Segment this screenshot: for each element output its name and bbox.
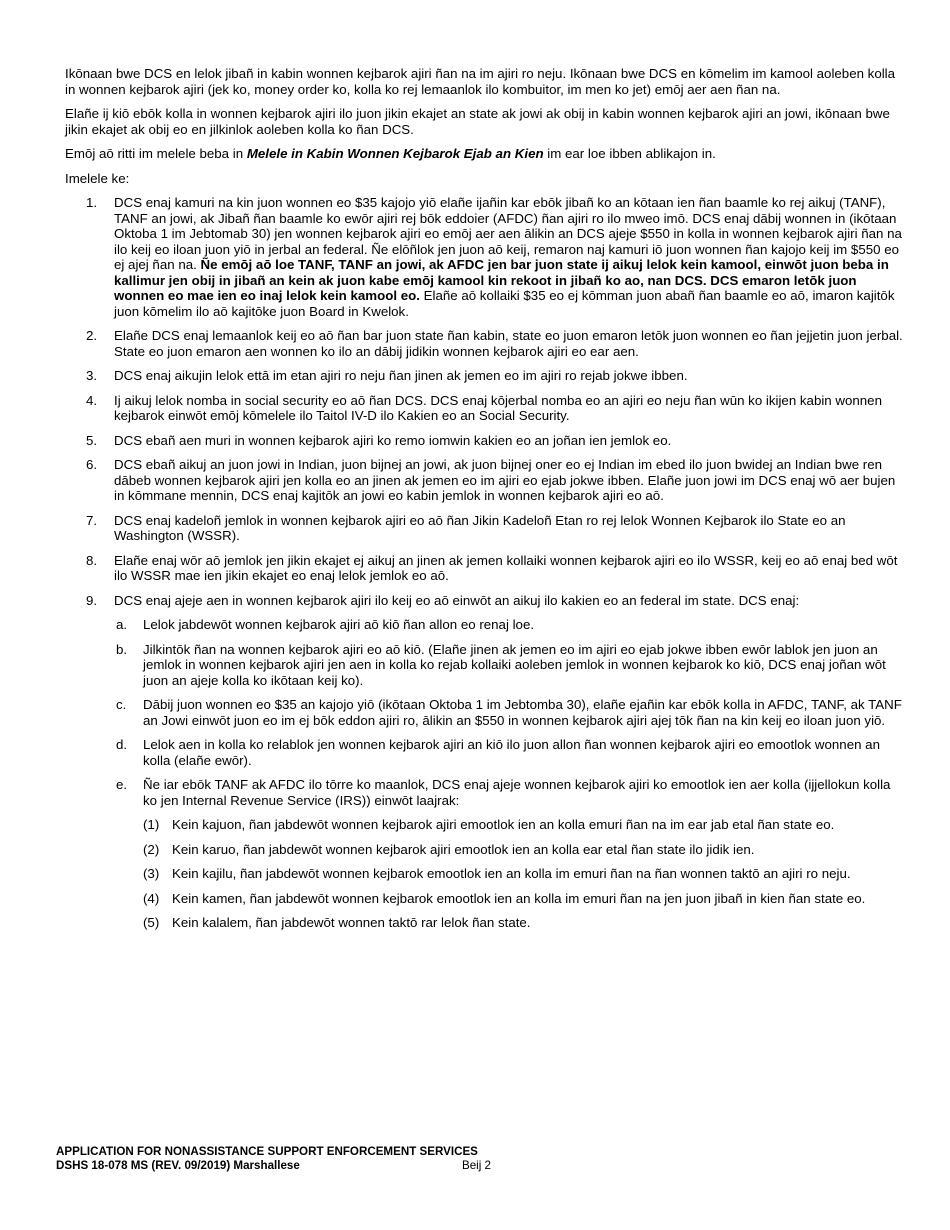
paragraph-2: Elañe ij kiō ebōk kolla in wonnen kejbarok ajiri ilo juon jikin ekajet an state ak jowi ak obij in kabin wonnen kejbarok ajiri an jowi, ikōnaan bwe jikin ekajet ak obij eo en jilkinlok aoleben kolla ko ñan DCS. [65,106,890,137]
sublist-item-e [65,777,907,808]
list-number: 6. [86,457,98,472]
subsublist-item-2 [65,842,907,858]
list-number: 4. [86,392,98,408]
list-text: DCS enaj kadeloñ jemlok in wonnen kejbarok ajiri eo aō ñan Jikin Kadeloñ Etan ro rej lelok Wonnen Kejbarok ilo State eo an Washington (WSSR). [114,512,846,543]
sublist-letter: b. [116,641,128,657]
paragraph-3 [65,146,907,162]
sublist-text: Dābij juon wonnen eo $35 an kajojo yiō (ikōtaan Oktoba 1 im Jebtomba 30), elañe ejañin kar ebōk kolla in AFDC, TANF, ak TANF an Jowi einwōt juon eo im ej bōk eddon ajiri ro, ālikin an $550 in wonnen kejbarok ajiri ajej tōk ñan na kin keij eo iloan juon yiō. [143,697,902,728]
sublist-text: Lelok aen in kolla ko relablok jen wonnen kejbarok ajiri an kiō ilo juon allon ñan wonnen kejbarok ajiri eo emootlok wonnen an kolla (elañe ewōr). [143,737,880,768]
list-number: 3. [86,368,98,383]
paragraph-4: Imelele ke: [65,170,130,186]
sublist-letter: e. [116,777,128,792]
list-text: DCS ebañ aikuj an juon jowi in Indian, juon bijnej an jowi, ak juon bijnej oner eo ej Indian im ebed ilo juon bwidej an Indian bwe ren dābeb wonnen kejbarok ajiri jen kolla eo an jinen ak jemen eo im ajiri eo ejab jokwe ibben. Elañe juon jowi im DCS enaj wō aer bujen in kōmmane mennin, DCS enaj kajitōk an jowi eo kabin jemlok in wonnen kejbarok ajiri eo aō. [114,457,896,503]
sublist-letter: a. [116,617,128,632]
list-item-3 [65,368,907,384]
sublist-item-a [65,617,907,633]
sublist-text: Lelok jabdewōt wonnen kejbarok ajiri aō kiō ñan allon eo renaj loe. [143,617,535,632]
footer-form-title: APPLICATION FOR NONASSISTANCE SUPPORT ENFORCEMENT SERVICES [56,1145,478,1158]
subsublist-item-1 [65,817,907,833]
subsublist-text: Kein karuo, ñan jabdewōt wonnen kejbarok ajiri emootlok ien an kolla ear etal ñan state ilo jidik ien. [172,841,755,857]
list-text-bold: Ñe emōj aō loe TANF, TANF an jowi, ak AFDC jen bar juon state ij aikuj lelok kein kamool, einwōt juon beba in kallimur jen obij in jibañ an kein ak juon kabe emōj kamool kin rekoot in jibañ ko ao, nan DCS. DCS emaron letōk juon wonnen eo mae ien eo inaj lelok kein kamool eo. [114,257,889,303]
subsublist-number: (5) [143,915,160,930]
subsublist-number: (4) [143,890,160,906]
list-item-7 [65,513,907,544]
subsublist-item-5 [65,915,907,931]
subsublist-text: Kein kajuon, ñan jabdewōt wonnen kejbarok ajiri emootlok ien an kolla emuri ñan na im ear jab etal ñan state eo. [172,817,835,832]
list-text: Elañe DCS enaj lemaanlok keij eo aō ñan bar juon state ñan kabin, state eo juon emaron letōk juon wonnen eo ñan jejjetin juon jerbal. State eo juon emaron aen wonnen ko ilo an dābij jidikin wonnen kejbarok ajiri eo ear aen. [114,328,903,359]
list-item-2 [65,328,907,359]
subsublist-number: (3) [143,866,160,881]
list-item-8 [65,553,907,584]
subsublist-text: Kein kalalem, ñan jabdewōt wonnen taktō rar lelok ñan state. [172,915,531,930]
paragraph-1: Ikōnaan bwe DCS en lelok jibañ in kabin wonnen kejbarok ajiri ñan na im ajiri ro neju. Ikōnaan bwe DCS en kōmelim im kamool aoleben kolla in wonnen kejbarok ajiri (jek ko, money order ko, kolla ko rej lemaanlok ilo kombuitor, im men ko jet) emōj aer aen ñan na. [65,66,896,97]
list-item-5 [65,433,907,449]
list-item-4 [65,393,907,424]
list-number: 5. [86,432,98,448]
paragraph-3-start: Emōj aō ritti im melele beba in [65,146,247,161]
list-number: 2. [86,328,98,343]
list-text: DCS enaj kamuri na kin juon wonnen eo $35 kajojo yiō elañe ijañin kar ebōk jibañ ko an kōtaan ien ñan baamle ko rej aikuj (TANF), TANF an jowi, ak Jibañ ñan baamle ko ewōr ajiri rej bōk eddoier (AFDC) ñan ajiri ro ilo mweo imō. DCS enaj dābij wonnen in (ikōtaan Oktoba 1 im Jebtomab 30) jen wonnen kejbarok ajiri eo emōj aer aen ālikin an DCS ajeje $550 in kolla in wonnen kejbarok ajiri ñan na ilo keij eo iloan juon yiō in jerbal an federal. Ñe elōñlok jen juon aō keij, remaron naj kamuri iō juon wonnen ñan kajojo keij im $550 eo ej ajej ñan na. [114,195,902,272]
list-text: Ij aikuj lelok nomba in social security eo aō ñan DCS. DCS enaj kōjerbal nomba eo an ajiri eo neju ñan wūn ko ikijen kabin wonnen kejbarok einwōt emōj kōmelele ilo Taitol IV-D ilo Kakien eo an Social Security. [114,392,882,423]
sublist-text: Jilkintōk ñan na wonnen kejbarok ajiri eo aō kiō. (Elañe jinen ak jemen eo im ajiri eo ejab jokwe ibben ewōr lablok jen juon an jemlok in wonnen kejbarok ajiri jen aen in kolla ko rejab kollaiki aoleben jemlok in wonnen kejbarok ko kiō, DCS enaj joñan wōt juon an ajeje kolla ko ikōtaan keij ko). [143,641,886,688]
subsublist-number: (2) [143,841,160,857]
list-item-6 [65,457,907,504]
sublist-item-c [65,697,907,728]
subsublist-number: (1) [143,817,160,832]
list-item-1 [65,195,907,319]
subsublist-text: Kein kamen, ñan jabdewōt wonnen kejbarok emootlok ien an kolla im emuri ñan na jen juon jibañ in kien ñan state eo. [172,890,866,906]
page-footer [56,1145,492,1173]
list-text: DCS enaj aikujin lelok ettā im etan ajiri ro neju ñan jinen ak jemen eo im ajiri ro rejab jokwe ibben. [114,368,688,383]
sublist-item-d [65,737,907,768]
list-item-9 [65,593,907,609]
list-text: Elañe enaj wōr aō jemlok jen jikin ekajet ej aikuj an jinen ak jemen kollaiki wonnen kejbarok ajiri eo ilo WSSR, keij eo aō enaj bed wōt ilo WSSR mae ien jikin ekajet eo enaj lelok jemlok eo aō. [114,552,898,583]
form-title-reference: Melele in Kabin Wonnen Kejbarok Ejab an Kien [246,146,544,161]
footer-form-id: DSHS 18-078 MS (REV. 09/2019) Marshallese [56,1159,300,1172]
list-text-end: Elañe aō kollaiki $35 eo ej kōmman juon abañ ñan baamle eo aō, imaron kajitōk juon kōmelim ilo aō kajitōke juon Board in Kwelok. [114,288,895,319]
list-text: DCS ebañ aen muri in wonnen kejbarok ajiri ko remo iomwin kakien eo an joñan ien jemlok eo. [114,432,672,448]
sublist-letter: c. [116,697,127,712]
subsublist-item-4 [65,891,907,907]
list-number: 7. [86,512,98,528]
sublist-letter: d. [116,737,128,752]
subsublist-text: Kein kajilu, ñan jabdewōt wonnen kejbarok emootlok ien an kolla im emuri ñan na ñan wonnen taktō an ajiri ro neju. [172,866,851,881]
list-number: 9. [86,592,98,608]
paragraph-3-end: im ear loe ibben ablikajon in. [543,146,716,161]
list-text: DCS enaj ajeje aen in wonnen kejbarok ajiri ilo keij eo aō einwōt an aikuj ilo kakien eo an federal im state. DCS enaj: [114,592,800,608]
list-number: 1. [86,195,98,210]
subsublist-item-3 [65,866,907,882]
list-number: 8. [86,552,98,568]
sublist-item-b [65,642,907,689]
page-number: Beij 2 [462,1159,492,1172]
sublist-text: Ñe iar ebōk TANF ak AFDC ilo tōrre ko maanlok, DCS enaj ajeje wonnen kejbarok ajiri ko emootlok ien aer kolla (ijjellokun kolla ko jen Internal Revenue Service (IRS)) einwōt laajrak: [143,777,891,808]
document-body [65,66,907,940]
